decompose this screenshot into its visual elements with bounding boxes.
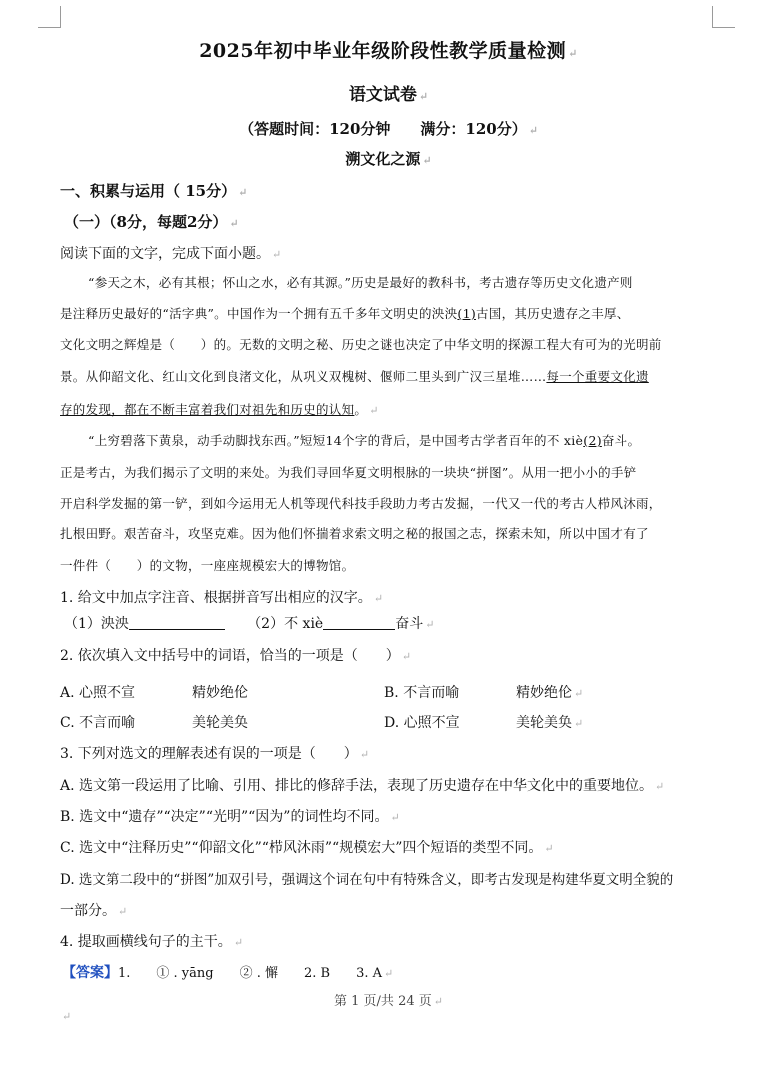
option-c-word: 美轮美奂 [192,715,248,731]
section-heading: 一、积累与运用（ 15分） ↵ [60,182,248,200]
crop-mark-top-left [60,6,61,28]
passage-line: 文化文明之辉煌是（ ）的。无数的文明之秘、历史之谜也决定了中华文明的探源工程大有可为的光明前 [60,337,662,352]
exam-info: （答题时间：120分钟 满分：120分） ↵ [239,120,538,138]
blank-2: (2) [583,433,602,448]
paragraph-mark: ↵ [62,1010,72,1023]
exam-theme: 溯文化之源 ↵ [345,150,432,168]
option-c: C. 不言而喻 [60,715,136,731]
sub-section-heading: （一）（8分，每题2分） ↵ [64,213,239,231]
question-1-blanks: （1）泱泱 （2）不 xiè 奋斗 ↵ [64,616,435,632]
passage-line: 一件件（ ）的文物，一座座规模宏大的博物馆。 [60,558,355,573]
answer-label: 【答案】 [62,965,118,981]
crop-mark-top-left-h [38,27,60,28]
answer-line: 【答案】1. ① . yāng ② . 懈 2. B 3. A ↵ [62,965,394,981]
exam-title: 2025年初中毕业年级阶段性教学质量检测 ↵ [199,40,578,62]
question-3-option-a: A. 选文第一段运用了比喻、引用、排比的修辞手法，表现了历史遗存在中华文化中的重要地位。 ↵ [60,778,665,794]
question-3: 3. 下列对选文的理解表述有误的一项是（ ） ↵ [60,746,370,762]
option-b-word: 精妙绝伦 ↵ [516,685,584,701]
crop-mark-top-right [712,6,713,28]
question-4: 4. 提取画横线句子的主干。 ↵ [60,934,244,950]
instruction-text: 阅读下面的文字，完成下面小题。 ↵ [60,246,282,262]
question-3-option-c: C. 选文中“注释历史”“仰韶文化”“栉风沐雨”“规模宏大”四个短语的类型不同。 ↵ [60,840,554,856]
question-3-option-d: D. 选文第二段中的“拼图”加双引号，强调这个词在句中有特殊含义，即考古发现是构建华夏文明全貌的 [60,872,674,888]
passage-line: 扎根田野。艰苦奋斗，攻坚克难。因为他们怀揣着求索文明之秘的报国之志，探索未知，所以中国才有了 [60,526,649,541]
passage-line: 景。从仰韶文化、红山文化到良渚文化，从巩义双槐树、偃师二里头到广汉三星堆……每一个重要文化遗 [60,369,649,384]
page-footer: 第 1 页/共 24 页 ↵ [334,994,443,1009]
crop-mark-top-right-h [713,27,735,28]
underlined-sentence: 存的发现，都在不断丰富着我们对祖先和历史的认知 [60,402,355,417]
question-2: 2. 依次填入文中括号中的词语，恰当的一项是（ ） ↵ [60,648,412,664]
option-d: D. 心照不宣 [384,715,460,731]
question-3-option-d-cont: 一部分。 ↵ [60,903,128,919]
underlined-sentence: 每一个重要文化遗 [546,369,649,384]
passage-line: 存的发现，都在不断丰富着我们对祖先和历史的认知。 ↵ [60,402,379,417]
passage-line: 正是考古，为我们揭示了文明的来处。为我们寻回华夏文明根脉的一块块“拼图”。从用一把小小的手铲 [60,465,637,480]
passage-line: 是注释历史最好的“活字典”。中国作为一个拥有五千多年文明史的泱泱(1)古国，其历史遗存之丰厚、 [60,306,630,321]
option-d-word: 美轮美奂 ↵ [516,715,584,731]
passage-line: 开启科学发掘的第一铲，到如今运用无人机等现代科技手段助力考古发掘，一代又一代的考古人栉风沐雨， [60,496,662,511]
answer-blank-2 [323,615,395,630]
passage-line: “上穷碧落下黄泉，动手动脚找东西。”短短14个字的背后，是中国考古学者百年的不 xiè(2)奋斗。 [88,433,641,448]
option-a-word: 精妙绝伦 [192,685,248,701]
option-a: A. 心照不宣 [60,685,136,701]
option-b: B. 不言而喻 [384,685,460,701]
answer-blank-1 [129,615,225,630]
passage-line: “参天之木，必有其根；怀山之水，必有其源。”历史是最好的教科书，考古遗存等历史文化遗产则 [88,275,633,290]
exam-subtitle: 语文试卷 ↵ [348,85,429,105]
question-3-option-b: B. 选文中“遗存”“决定”“光明”“因为”的词性均不同。 ↵ [60,809,400,825]
question-1: 1. 给文中加点字注音、根据拼音写出相应的汉字。 ↵ [60,590,384,606]
blank-1: (1) [457,306,476,321]
